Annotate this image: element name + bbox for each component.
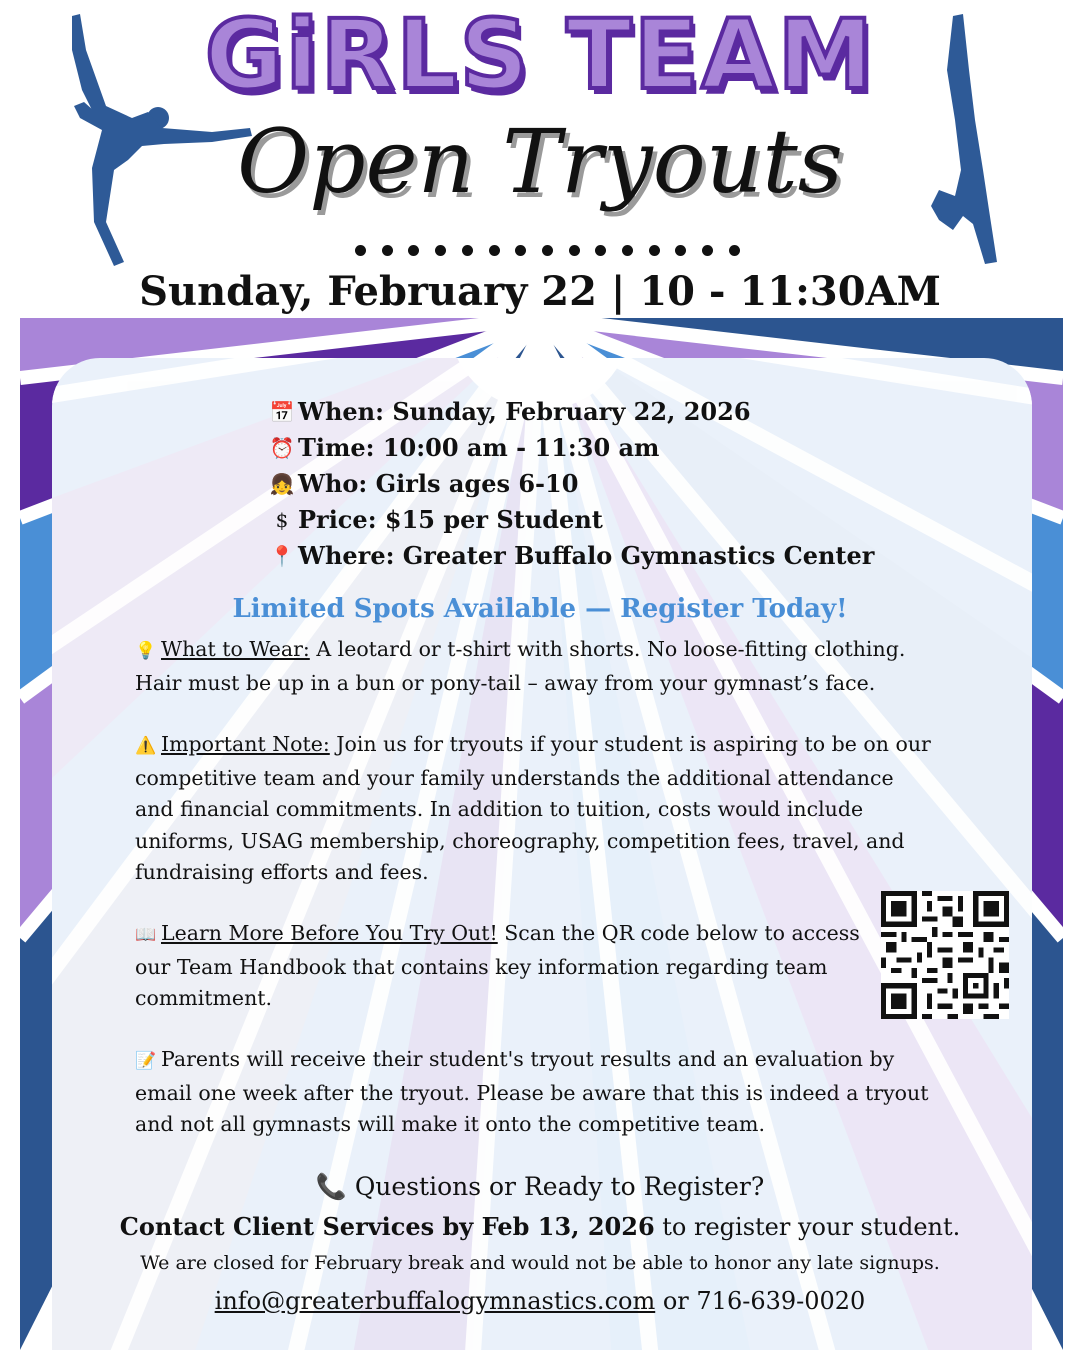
contact-info: info@greaterbuffalogymnastics.com or 716-639-0020 <box>214 1287 866 1315</box>
detail-when: 📅 When: Sunday, February 22, 2026 <box>268 394 874 430</box>
dollar-icon: $ <box>275 508 289 532</box>
contact-deadline: Contact Client Services by Feb 13, 2026 <box>119 1212 655 1241</box>
learn-more-section: 📖 Learn More Before You Try Out! Scan the QR code below to access our Team Handbook that contains key information regarding team commitment. <box>135 921 860 1010</box>
what-to-wear-section: 💡 What to Wear: A leotard or t-shirt with shorts. No loose-fitting clothing. Hair must be up in a bun or pony-tail – away from your gymnast’s face. <box>135 637 906 695</box>
event-details-list <box>268 394 874 574</box>
email-link[interactable]: info@greaterbuffalogymnastics.com <box>214 1287 656 1315</box>
gymnast-silhouette-left <box>62 10 257 272</box>
phone-icon: 📞 <box>315 1172 355 1201</box>
memo-icon: 📝 <box>135 1051 157 1071</box>
detail-where: 📍 Where: Greater Buffalo Gymnastics Center <box>268 538 874 574</box>
dot-divider <box>355 240 740 260</box>
event-date-headline: Sunday, February 22 | 10 - 11:30AM <box>139 268 941 315</box>
important-note-section: ⚠️ Important Note: Join us for tryouts if your student is aspiring to be on our competitive team and your family understands the additional attendance and financial commitments. In addition to tuition, costs would include uniforms, USAG membership, choreography, competition fees, travel, and fundraising efforts and fees. <box>135 732 931 884</box>
book-icon: 📖 <box>135 925 157 945</box>
what-to-wear-heading: What to Wear: <box>161 637 310 661</box>
detail-time: ⏰ Time: 10:00 am - 11:30 am <box>268 430 874 466</box>
important-note-heading: Important Note: <box>161 732 330 756</box>
alarm-clock-icon: ⏰ <box>269 436 295 460</box>
title-open-tryouts: Open Tryouts <box>237 110 843 213</box>
lightbulb-icon: 💡 <box>135 641 157 661</box>
pin-icon: 📍 <box>269 544 295 568</box>
closed-notice: We are closed for February break and would not be able to honor any late signups. <box>140 1252 940 1274</box>
qr-code[interactable] <box>881 891 1009 1019</box>
limited-spots-banner: Limited Spots Available — Register Today! <box>232 594 848 624</box>
results-section: 📝 Parents will receive their student's tryout results and an evaluation by email one week after the tryout. Please be aware that this is indeed a tryout and not all gymnasts will make it onto the competitive team. <box>135 1047 929 1136</box>
contact-line: Contact Client Services by Feb 13, 2026 to register your student. <box>119 1212 961 1241</box>
girl-icon: 👧 <box>269 472 295 496</box>
detail-price: $ Price: $15 per Student <box>268 502 874 538</box>
questions-line: 📞 Questions or Ready to Register? <box>315 1172 765 1201</box>
gymnast-silhouette-right <box>925 10 1005 270</box>
learn-more-link[interactable]: Learn More Before You Try Out! <box>161 921 498 945</box>
warning-icon: ⚠️ <box>135 736 157 756</box>
detail-who: 👧 Who: Girls ages 6-10 <box>268 466 874 502</box>
phone-number[interactable]: 716-639-0020 <box>696 1287 866 1315</box>
calendar-icon: 📅 <box>269 400 295 424</box>
title-girls-team: GiRLS TEAM <box>204 0 876 111</box>
